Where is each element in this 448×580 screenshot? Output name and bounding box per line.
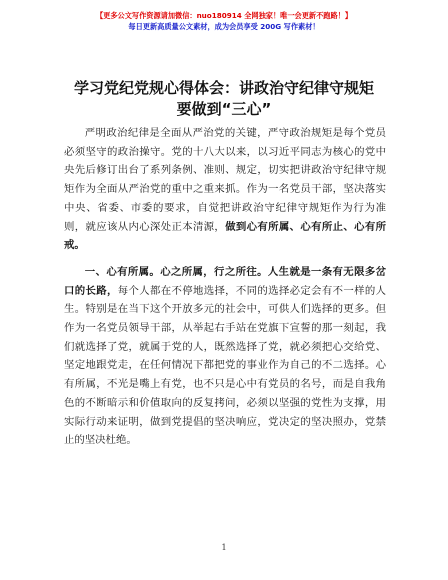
section-1-paragraph [64,263,386,450]
intro-paragraph [64,124,386,255]
promo-banner [0,10,448,32]
section-1-text: 每个人都在不停地选择，不同的选择必定会有不一样的人生。特别是在当下这个开放多元的社会中，可供人们选择的更多。但作为一名党员领导干部，从举起右手站在党旗下宣誓的那一刻起，我们就选择了党，就属于党的人，既然选择了党，就必须把心交给党、坚定地跟党走，在任何情况下都把党的事业作为自己的不二选择。心有所属，不光是嘴上有党，也不只是心中有党员的名号，而是自我角色的不断暗示和价值取向的反复拷问，必须以坚强的党性为支撑，用实际行动来证明，做到党提倡的坚决响应，党决定的坚决照办，党禁止的坚决杜绝。 [64,284,387,447]
promo-line-1: 【更多公文写作资源请加微信：nuo180914 全网独家！唯一会更新不跑路！】 [95,11,353,20]
title-line-1: 学习党纪党规心得体会：讲政治守纪律守规矩 [73,79,374,97]
page-number: 1 [221,543,227,552]
intro-paragraph-emphasis: 做到心有所属、心有所止、心有所戒。 [64,220,387,252]
title-line-2: 要做到“三心” [176,100,272,118]
promo-line-2: 每日更新高质量公文素材，成为会员享受 200G 写作素材！ [128,22,320,31]
intro-paragraph-text: 严明政治纪律是全面从严治党的关键，严守政治规矩是每个党员必须坚守的政治操守。党的十八大以来，以习近平同志为核心的党中央先后修订出台了系列条例、准则、规定，切实把讲政治守纪律守规矩作为全面从严治党的重中之重来抓。作为一名党员干部，坚决落实中央、省委、市委的要求，自觉把讲政治守纪律守规矩作为行为准则，就应该从内心深处正本清源， [64,127,386,233]
section-1-heading: 一、心有所属。心之所属，行之所往。人生就是一条有无限多岔口的长路， [64,265,386,297]
document-body [64,124,386,450]
document-title [40,78,408,120]
